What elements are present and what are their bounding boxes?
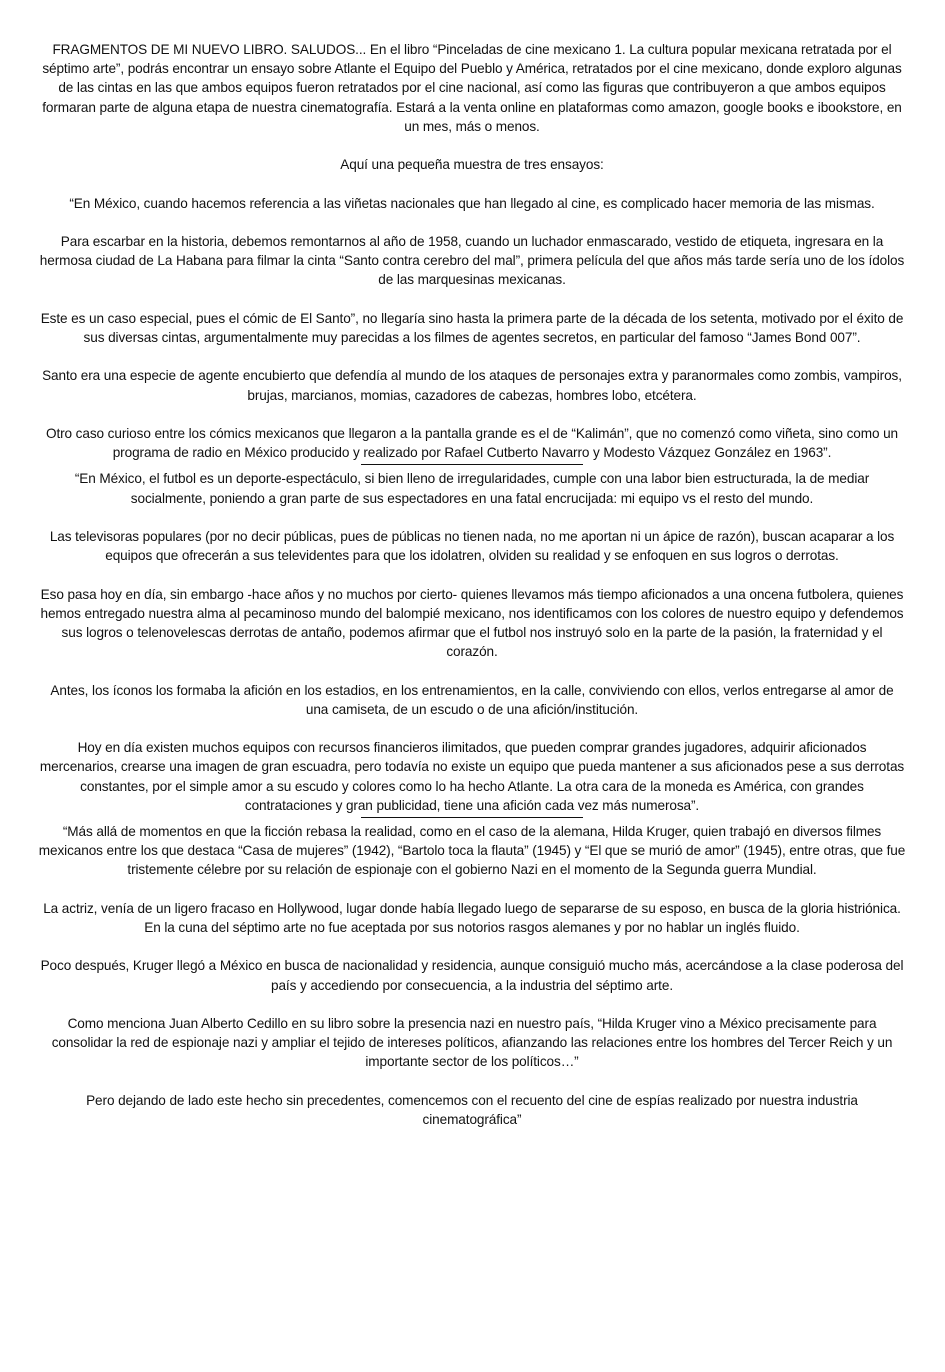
essay2-paragraph-4: Antes, los íconos los formaba la afición en los estadios, en los entrenamientos, en la calle, conviviendo con ellos, verlos entregarse al amor de una camiseta, de un escudo o de una afición/institución. — [50, 682, 894, 717]
essay1-paragraph-2: Para escarbar en la historia, debemos remontarnos al año de 1958, cuando un luchador enmascarado, vestido de etiqueta, ingresara en la hermosa ciudad de La Habana para filmar la cinta “Santo contra cerebro del mal”, primera película del que años más tarde sería uno de los ídolos de las marquesinas mexicanas. — [39, 233, 905, 288]
section-divider-1 — [361, 464, 583, 465]
essay3-paragraph-5: Pero dejando de lado este hecho sin precedentes, comencemos con el recuento del cine de espías realizado por nuestra industria cinematográfica” — [86, 1092, 858, 1127]
essay2-paragraph-1: “En México, el futbol es un deporte-espectáculo, si bien lleno de irregularidades, cumple con una labor bien estructurada, la de mediar socialmente, poniendo a gran parte de sus espectadores en una fatal encrucijada: mi equipo vs el resto del mundo. — [74, 471, 870, 506]
essay2-paragraph-5: Hoy en día existen muchos equipos con recursos financieros ilimitados, que pueden comprar grandes jugadores, adquirir aficionados mercenarios, crearse una imagen de gran escuadra, pero todavía no existe un equipo que pueda mantener a sus aficionados pese a sus derrotas constantes, por el simple amor a su escudo y colores como lo ha hecho Atlante. La otra cara de la moneda es América, con grandes contrataciones y gran publicidad, tiene una afición cada vez más numerosa”. — [39, 740, 905, 813]
essay3-paragraph-3: Poco después, Kruger llegó a México en busca de nacionalidad y residencia, aunque consiguió mucho más, acercándose a la clase poderosa del país y accediendo por consecuencia, a la industria del séptimo arte. — [40, 958, 904, 993]
essay1-paragraph-1: “En México, cuando hacemos referencia a las viñetas nacionales que han llegado al cine, es complicado hacer memoria de las mismas. — [69, 195, 875, 211]
intro-paragraph: FRAGMENTOS DE MI NUEVO LIBRO. SALUDOS... En el libro “Pinceladas de cine mexicano 1. La cultura popular mexicana retratada por el séptimo arte”, podrás encontrar un ensayo sobre Atlante el Equipo del Pueblo y América, retratados por el cine mexicano, donde exploro algunas de las cintas en las que ambos equipos fueron retratados por el cine nacional, así como las figuras que contribuyeron a que ambos equipos formaran parte de alguna etapa de nuestra cinematografía. Estará a la venta online en plataformas como amazon, google books e ibookstore, en un mes, más o menos. — [42, 42, 902, 134]
essay2-paragraph-2: Las televisoras populares (por no decir públicas, pues de públicas no tienen nada, no me aportan ni un ápice de razón), buscan acaparar a los equipos que ofrecerán a sus televidentes para que los idolatren, olviden su realidad y se enfoquen en sus logros o derrotas. — [49, 528, 895, 564]
essay3-paragraph-4: Como menciona Juan Alberto Cedillo en su libro sobre la presencia nazi en nuestro país, “Hilda Kruger vino a México precisamente para consolidar la red de espionaje nazi y ampliar el tejido de intereses políticos, afianzando las relaciones entre los hombres del Tercer Reich y un importante sector de los políticos…” — [51, 1015, 893, 1070]
essay3-paragraph-1: “Más allá de momentos en que la ficción rebasa la realidad, como en el caso de la alemana, Hilda Kruger, quien trabajó en diversos filmes mexicanos entre los que destaca “Casa de mujeres” (1942), “Bartolo toca la flauta” (1945) y “El que se murió de amor” (1945), entre otras, que fue tristemente célebre por su relación de espionaje con el gobierno Nazi en el momento de la Segunda guerra Mundial. — [38, 823, 906, 878]
document-page — [38, 40, 906, 1129]
essay2-paragraph-3: Eso pasa hoy en día, sin embargo -hace años y no muchos por cierto- quienes llevamos más tiempo aficionados a una oncena futbolera, quienes hemos entregado nuestra alma al pecaminoso mundo del balompié mexicano, nos identificamos con los colores de nuestro equipo y defendemos sus logros o telenovelescas derrotas de antaño, podemos afirmar que el futbol nos instruyó solo en la parte de la pasión, la fraternidad y el corazón. — [40, 586, 904, 660]
essay3-paragraph-2: La actriz, venía de un ligero fracaso en Hollywood, lugar donde había llegado luego de separarse de su esposo, en busca de la gloria histriónica. En la cuna del séptimo arte no fue aceptada por sus notorios rasgos alemanes y por no hablar un inglés fluido. — [43, 900, 901, 935]
essay1-paragraph-3: Este es un caso especial, pues el cómic de El Santo”, no llegaría sino hasta la primera parte de la década de los setenta, motivado por el éxito de sus diversas cintas, argumentalmente muy parecidas a los filmes de agentes secretos, en particular del famoso “James Bond 007”. — [40, 310, 904, 345]
essay1-paragraph-5: Otro caso curioso entre los cómics mexicanos que llegaron a la pantalla grande es el de “Kalimán”, que no comenzó como viñeta, sino como un programa de radio en México producido y realizado por Rafael Cutberto Navarro y Modesto Vázquez González en 1963”. — [45, 425, 899, 461]
essay1-paragraph-4: Santo era una especie de agente encubierto que defendía al mundo de los ataques de personajes extra y paranormales como zombis, vampiros, brujas, marcianos, momias, cazadores de cabezas, hombres lobo, etcétera. — [42, 368, 902, 403]
section-divider-2 — [361, 817, 583, 818]
lead-line: Aquí una pequeña muestra de tres ensayos: — [340, 157, 604, 173]
